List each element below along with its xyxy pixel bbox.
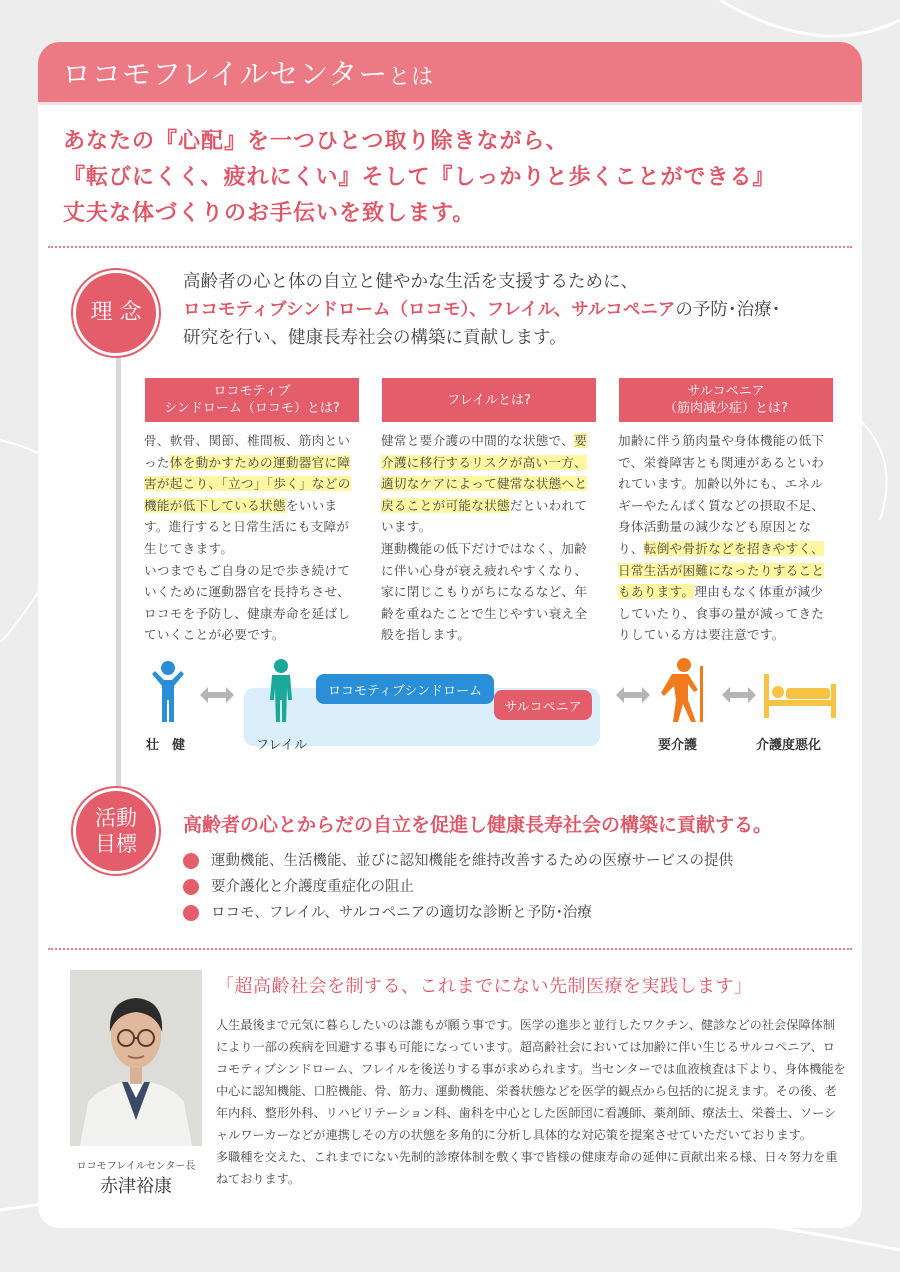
elderly-cane-icon — [654, 656, 714, 724]
body-text: 加齢に伴う筋肉量や身体機能の低下で、栄養障害とも関連があるといわれています。加齢以外にも、エネルギーやたんぱく質などの摂取不足、身体活動量の減少なども原因となり、 — [618, 433, 825, 556]
goals-title: 高齢者の心とからだの自立を促進し健康長寿社会の構築に貢献する。 — [183, 814, 773, 836]
divider — [48, 948, 852, 950]
header-bar — [38, 42, 862, 102]
rinen-badge: 理 念 — [73, 270, 159, 356]
healthy-person-icon — [148, 660, 188, 724]
body-text: だといわれています。 — [381, 497, 588, 535]
progression-flow — [128, 654, 852, 754]
bullet-icon — [183, 879, 199, 895]
column-body — [381, 430, 597, 646]
message-title: 「超高齢社会を制する、これまでにない先制医療を実践します」 — [216, 976, 753, 997]
sarcopenia-label: サルコペニア — [494, 690, 592, 720]
divider — [48, 246, 852, 248]
info-card — [38, 42, 862, 1228]
list-item: ロコモ、フレイル、サルコペニアの適切な診断と予防･治療 — [183, 900, 733, 926]
double-arrow-icon — [722, 686, 756, 704]
rinen-statement: 高齢者の心と体の自立と健やかな生活を支援するために、 ロコモティブシンドローム（ロコモ）、フレイル、サルコペニアの予防･治療･ 研究を行い、健康長寿社会の構築に貢献します。 — [183, 272, 781, 348]
list-item: 要介護化と介護度重症化の阻止 — [183, 874, 733, 900]
highlighted-text: 体を動かすための運動器官に障害が起こり、「立つ」「歩く」などの機能が低下している状態 — [144, 454, 351, 513]
message-paragraph: 人生最後まで元気に暮らしたいのは誰もが願う事です。医学の進歩と並行したワクチン、健診などの社会保障体制により一部の疾病を回避する事も可能になっています。超高齢社会においては加齢に伴い生じるサルコペニア、ロコモティブシンドローム、フレイルを後送りする事が求められます。当センターでは血液検査は下より、身体機能を中心に認知機能、口腔機能、骨、筋力、運動機能、栄養状態などを医学的観点から包括的に捉えます。その後、老年内科、整形外科、リハビリテーション科、歯科を中心とした医師団に看護師、薬剤師、療法士、栄養士、ソーシャルワーカーなどが連携しその方の状態を多角的に分析し具体的な対応策を提案させていただいております。 — [216, 1018, 846, 1142]
column-body — [618, 430, 834, 646]
highlighted-text: 要介護に移行するリスクが高い一方、適切なケアによって健常な状態へと戻ることが可能な状態 — [381, 433, 588, 513]
goals-list — [183, 848, 733, 926]
locomo-label: ロコモティブシンドローム — [316, 674, 494, 704]
column-head-locomo: ロコモティブ シンドローム（ロコモ）とは? — [145, 378, 359, 422]
goals-badge: 活動 目標 — [73, 788, 159, 874]
column-head-sarcopenia: サルコペニア （筋肉減少症）とは? — [619, 378, 833, 422]
double-arrow-icon — [200, 686, 234, 704]
body-text: をいいます。進行すると日常生活にも支障が生じてきます。 — [144, 497, 350, 556]
message-paragraph: 多職種を交えた、これまでにない先制的診療体制を敷く事で皆様の健康寿命の延伸に貢献出来る様、日々努力を重ねております。 — [216, 1150, 838, 1186]
double-arrow-icon — [616, 686, 650, 704]
director-role: ロコモフレイルセンター長 — [76, 1161, 196, 1172]
body-text: 骨、軟骨、関節、椎間板、筋肉といった — [144, 433, 351, 470]
column-body — [144, 430, 360, 646]
column-head-frail: フレイルとは? — [382, 378, 596, 422]
timeline-line — [116, 342, 121, 812]
label-worse: 介護度悪化 — [756, 738, 822, 753]
bed-icon — [764, 672, 836, 718]
page-title: ロコモフレイルセンターとは — [62, 57, 435, 91]
label-healthy: 壮 健 — [146, 738, 186, 753]
bullet-icon — [183, 905, 199, 921]
frail-person-icon — [266, 658, 296, 724]
label-frail: フレイル — [256, 738, 307, 753]
body-text: 健常と要介護の中間的な状態で、 — [381, 433, 575, 448]
tagline-line: 丈夫な体づくりのお手伝いを致します。 — [63, 201, 476, 226]
body-text: 理由もなく体重が減少していたり、食事の量が減ってきたりしている方は要注意です。 — [618, 584, 825, 643]
list-item: 運動機能、生活機能、並びに認知機能を維持改善するための医療サービスの提供 — [183, 848, 733, 874]
message-body — [216, 1014, 846, 1190]
body-text: 運動機能の低下だけではなく、加齢に伴い心身が衰え疲れやすくなり、家に閉じこもりがちになるなど、年齢を重ねたことで生じやすい衰え全般を指します。 — [381, 540, 588, 643]
tagline-line: 『転びにくく、疲れにくい』そして『しっかりと歩くことができる』 — [63, 165, 776, 190]
director-photo — [70, 970, 202, 1146]
bullet-icon — [183, 853, 199, 869]
director-name: 赤津裕康 — [100, 1176, 172, 1197]
body-text: いつまでもご自身の足で歩き続けていくために運動器官を長持ちさせ、ロコモを予防し、健康寿命を延ばしていくことが必要です。 — [144, 562, 351, 643]
label-care: 要介護 — [658, 738, 698, 753]
tagline — [63, 124, 853, 232]
highlighted-text: 転倒や骨折などを招きやすく、日常生活が困難になったりすることもあります。 — [618, 540, 825, 600]
tagline-line: あなたの『心配』を一つひとつ取り除きながら、 — [63, 129, 569, 154]
